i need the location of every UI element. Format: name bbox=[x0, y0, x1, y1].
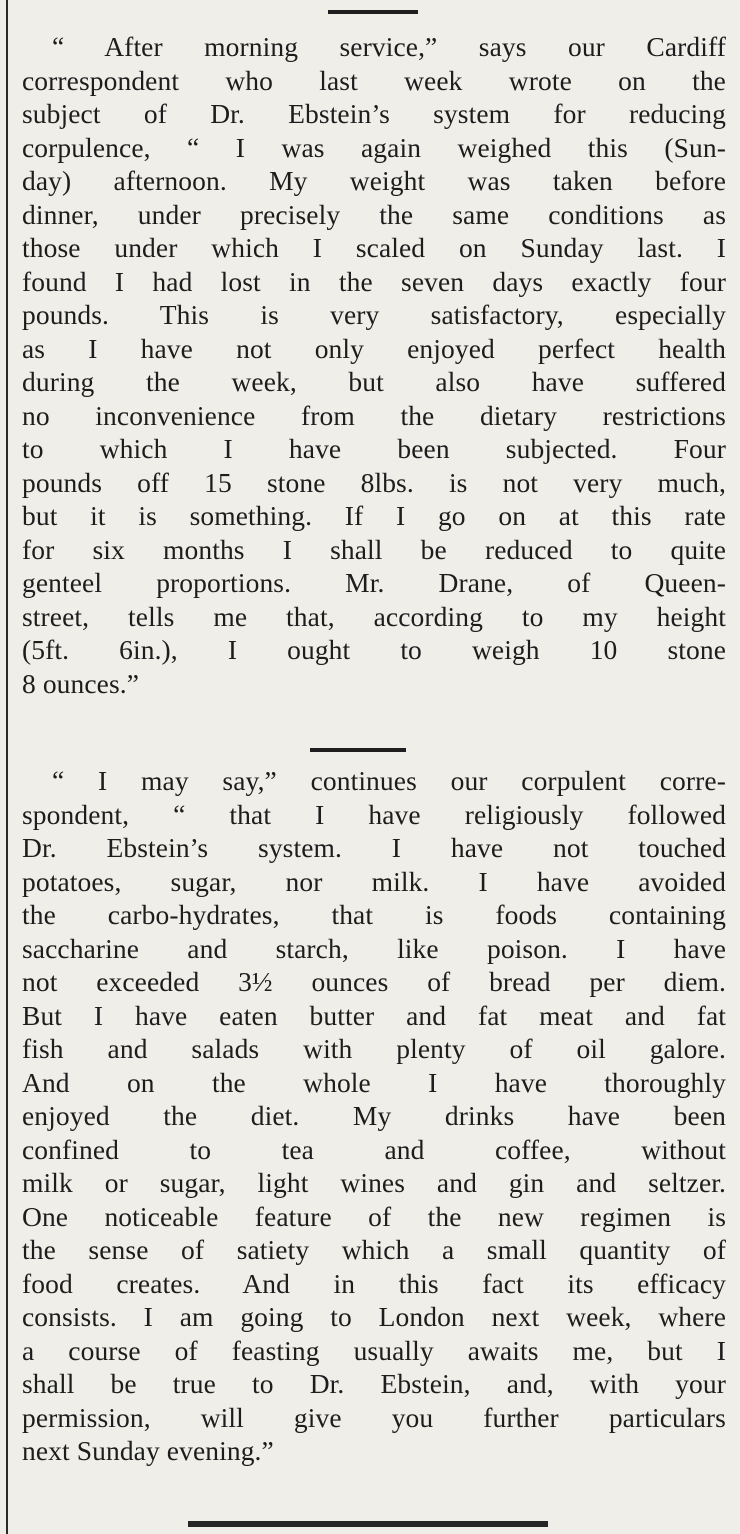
text-line: 8 ounces.” bbox=[22, 667, 140, 699]
text-line: as I have not only enjoyed perfect health bbox=[22, 332, 726, 364]
text-line: consists. I am going to London next week, where bbox=[22, 1301, 726, 1332]
text-line: And on the whole I have thoroughly bbox=[22, 1066, 726, 1098]
text-line: shall be true to Dr. Ebstein, and, with your bbox=[22, 1368, 726, 1399]
text-line: dinner, under precisely the same conditions as bbox=[22, 198, 726, 230]
section-divider-bottom bbox=[188, 1521, 548, 1527]
paragraph-1 bbox=[22, 30, 726, 700]
text-line: for six months I shall be reduced to quite bbox=[22, 533, 726, 565]
text-line: “ After morning service,” says our Cardiff bbox=[52, 31, 726, 62]
text-line: corpulence, “ I was again weighed this (Sun- bbox=[22, 131, 726, 163]
text-line: permission, will give you further particulars bbox=[22, 1401, 726, 1433]
section-divider-top bbox=[328, 10, 418, 14]
text-line: (5ft. 6in.), I ought to weigh 10 stone bbox=[22, 634, 726, 665]
text-line: potatoes, sugar, nor milk. I have avoided bbox=[22, 865, 726, 897]
text-line: street, tells me that, according to my height bbox=[22, 600, 726, 632]
paragraph-2 bbox=[22, 764, 726, 1468]
text-line: those under which I scaled on Sunday last. I bbox=[22, 232, 726, 263]
text-line: correspondent who last week wrote on the bbox=[22, 64, 726, 96]
text-line: milk or sugar, light wines and gin and seltzer. bbox=[22, 1167, 726, 1198]
text-line: to which I have been subjected. Four bbox=[22, 433, 726, 464]
text-line: not exceeded 3½ ounces of bread per diem. bbox=[22, 966, 726, 997]
text-line: during the week, but also have suffered bbox=[22, 366, 726, 397]
text-line: pounds. This is very satisfactory, especially bbox=[22, 299, 726, 330]
text-line: enjoyed the diet. My drinks have been bbox=[22, 1100, 726, 1131]
column-rule bbox=[6, 0, 8, 1534]
text-line: subject of Dr. Ebstein’s system for reducing bbox=[22, 98, 726, 129]
text-line: spondent, “ that I have religiously followed bbox=[22, 798, 726, 830]
text-line: next Sunday evening.” bbox=[22, 1435, 274, 1466]
text-line: found I had lost in the seven days exactly four bbox=[22, 265, 726, 297]
text-line: no inconvenience from the dietary restrictions bbox=[22, 399, 726, 431]
text-line: a course of feasting usually awaits me, but I bbox=[22, 1334, 726, 1366]
text-line: the carbo-hydrates, that is foods containing bbox=[22, 899, 726, 930]
text-line: “ I may say,” continues our corpulent corre- bbox=[52, 765, 726, 796]
text-line: confined to tea and coffee, without bbox=[22, 1133, 726, 1165]
text-line: genteel proportions. Mr. Drane, of Queen- bbox=[22, 567, 726, 598]
text-line: the sense of satiety which a small quantity of bbox=[22, 1234, 726, 1265]
text-line: pounds off 15 stone 8lbs. is not very much, bbox=[22, 466, 726, 498]
text-line: but it is something. If I go on at this rate bbox=[22, 500, 726, 531]
text-line: One noticeable feature of the new regimen is bbox=[22, 1200, 726, 1232]
text-line: Dr. Ebstein’s system. I have not touched bbox=[22, 832, 726, 863]
text-line: But I have eaten butter and fat meat and fat bbox=[22, 999, 726, 1031]
text-line: food creates. And in this fact its efficacy bbox=[22, 1267, 726, 1299]
text-line: fish and salads with plenty of oil galore. bbox=[22, 1033, 726, 1064]
text-line: day) afternoon. My weight was taken before bbox=[22, 165, 726, 196]
text-line: saccharine and starch, like poison. I have bbox=[22, 932, 726, 964]
section-divider-middle bbox=[310, 748, 406, 752]
